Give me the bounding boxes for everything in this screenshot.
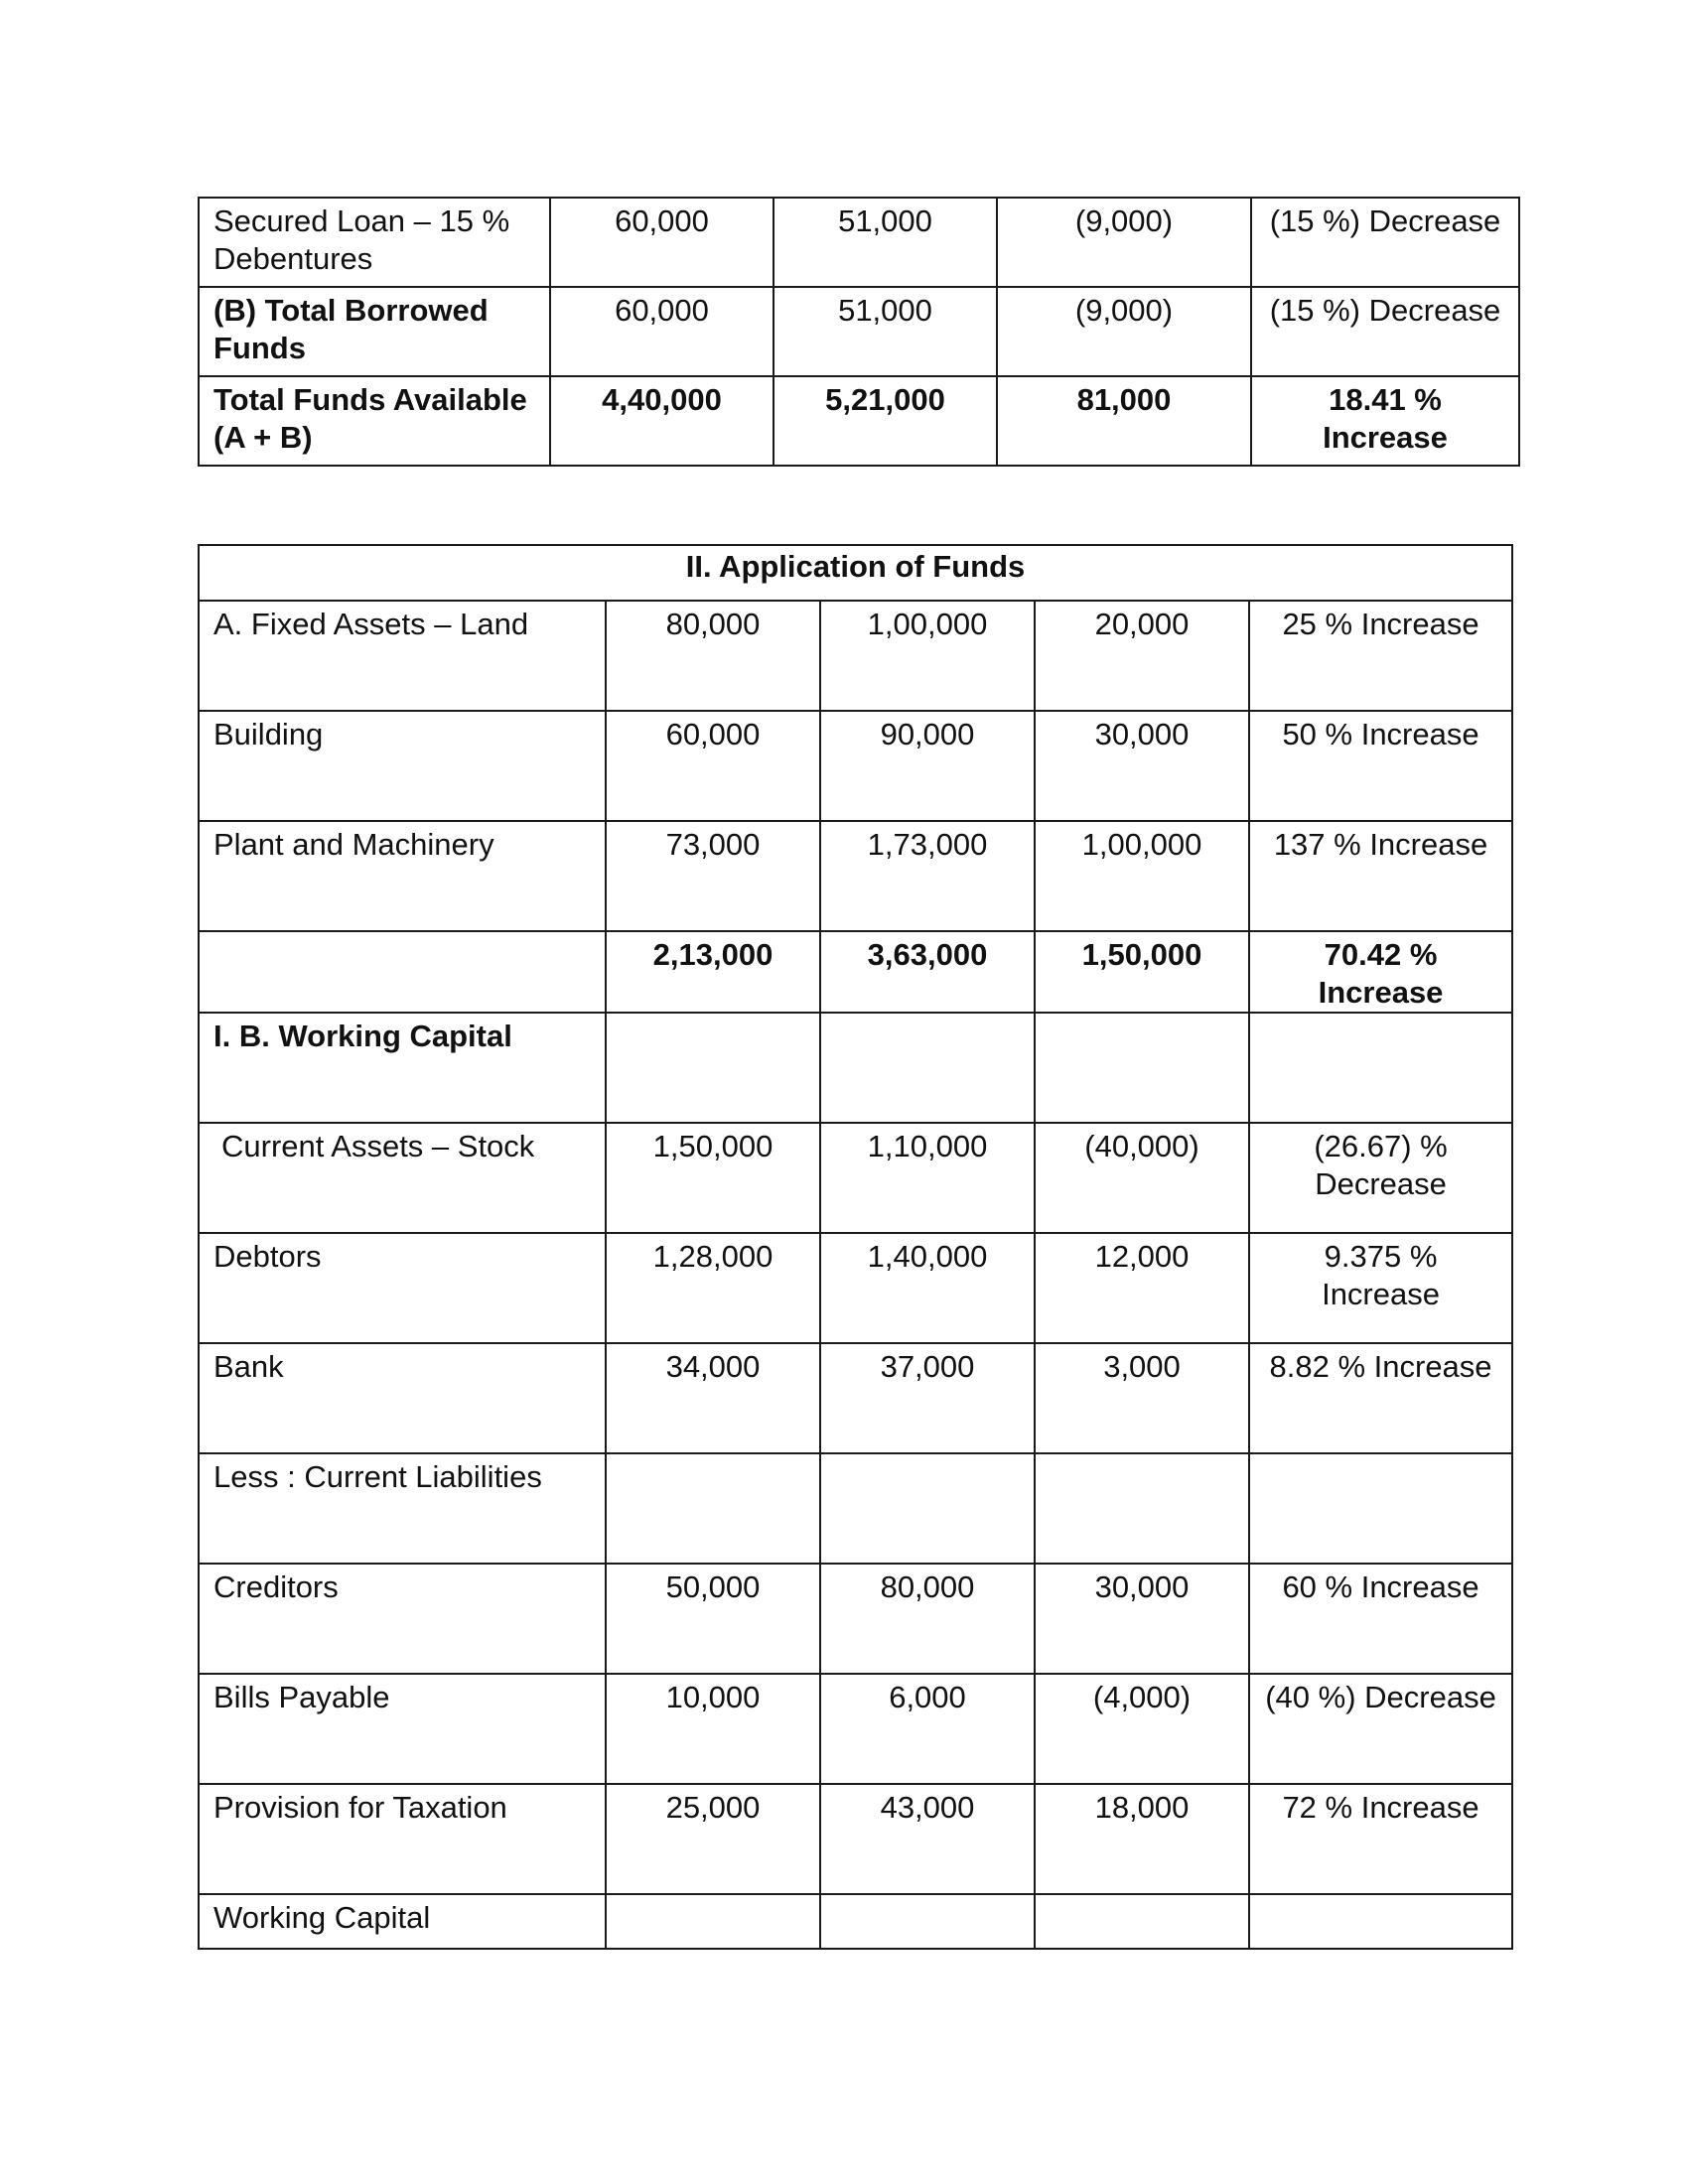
value-col1: 60,000 [606, 711, 820, 821]
percent-change: (15 %) Decrease [1251, 287, 1519, 376]
value-col2: 1,00,000 [820, 601, 1035, 711]
percent-change: 9.375 % Increase [1249, 1233, 1512, 1343]
percent-change: (15 %) Decrease [1251, 198, 1519, 287]
change-value: (40,000) [1035, 1123, 1249, 1233]
change-value: 30,000 [1035, 1564, 1249, 1674]
row-label: Building [199, 711, 606, 821]
percent-change: 70.42 % Increase [1249, 931, 1512, 1013]
change-value [1035, 1453, 1249, 1564]
value-col2: 51,000 [774, 287, 997, 376]
table-title-row [199, 545, 1512, 601]
section-label: Less : Current Liabilities [199, 1453, 606, 1564]
change-value: 81,000 [997, 376, 1251, 466]
change-value: 20,000 [1035, 601, 1249, 711]
table-row [199, 1784, 1512, 1894]
percent-change: (40 %) Decrease [1249, 1674, 1512, 1784]
change-value [1035, 1013, 1249, 1123]
change-value: 3,000 [1035, 1343, 1249, 1453]
percent-change [1249, 1453, 1512, 1564]
value-col1: 1,50,000 [606, 1123, 820, 1233]
table-row [199, 601, 1512, 711]
value-col2: 37,000 [820, 1343, 1035, 1453]
value-col2: 1,10,000 [820, 1123, 1035, 1233]
section-row [199, 1013, 1512, 1123]
row-label: Total Funds Available (A + B) [199, 376, 550, 466]
change-value: 12,000 [1035, 1233, 1249, 1343]
percent-change [1249, 1894, 1512, 1949]
value-col1 [606, 1013, 820, 1123]
change-value: (9,000) [997, 287, 1251, 376]
table-row [199, 821, 1512, 931]
value-col1: 4,40,000 [550, 376, 774, 466]
value-col1: 60,000 [550, 287, 774, 376]
value-col2: 1,73,000 [820, 821, 1035, 931]
value-col2: 5,21,000 [774, 376, 997, 466]
value-col1: 80,000 [606, 601, 820, 711]
percent-change: 72 % Increase [1249, 1784, 1512, 1894]
borrowed-funds-table [198, 197, 1520, 467]
row-label [199, 931, 606, 1013]
table-row [199, 376, 1519, 466]
value-col2: 51,000 [774, 198, 997, 287]
row-label: Secured Loan – 15 % Debentures [199, 198, 550, 287]
value-col1: 1,28,000 [606, 1233, 820, 1343]
value-col1: 60,000 [550, 198, 774, 287]
value-col1: 73,000 [606, 821, 820, 931]
value-col2: 6,000 [820, 1674, 1035, 1784]
value-col1: 25,000 [606, 1784, 820, 1894]
row-label: Plant and Machinery [199, 821, 606, 931]
change-value: 30,000 [1035, 711, 1249, 821]
percent-change: 8.82 % Increase [1249, 1343, 1512, 1453]
table-title: II. Application of Funds [199, 545, 1512, 601]
value-col2: 1,40,000 [820, 1233, 1035, 1343]
value-col1: 34,000 [606, 1343, 820, 1453]
value-col2 [820, 1013, 1035, 1123]
row-label: Working Capital [199, 1894, 606, 1949]
value-col1 [606, 1453, 820, 1564]
value-col1: 2,13,000 [606, 931, 820, 1013]
row-label: Provision for Taxation [199, 1784, 606, 1894]
percent-change: 18.41 % Increase [1251, 376, 1519, 466]
table-row [199, 1564, 1512, 1674]
change-value: 1,00,000 [1035, 821, 1249, 931]
percent-change: 60 % Increase [1249, 1564, 1512, 1674]
change-value: 1,50,000 [1035, 931, 1249, 1013]
change-value: 18,000 [1035, 1784, 1249, 1894]
value-col1: 50,000 [606, 1564, 820, 1674]
value-col1 [606, 1894, 820, 1949]
change-value: (4,000) [1035, 1674, 1249, 1784]
percent-change [1249, 1013, 1512, 1123]
subtotal-row [199, 931, 1512, 1013]
row-label: Current Assets – Stock [199, 1123, 606, 1233]
value-col2: 90,000 [820, 711, 1035, 821]
application-of-funds-table [198, 544, 1513, 1950]
percent-change: 50 % Increase [1249, 711, 1512, 821]
row-label: (B) Total Borrowed Funds [199, 287, 550, 376]
row-label: Debtors [199, 1233, 606, 1343]
table-row [199, 1343, 1512, 1453]
value-col2: 3,63,000 [820, 931, 1035, 1013]
value-col2: 43,000 [820, 1784, 1035, 1894]
table-row [199, 1894, 1512, 1949]
table-row [199, 287, 1519, 376]
table-row [199, 711, 1512, 821]
table-row [199, 1123, 1512, 1233]
table-row [199, 1674, 1512, 1784]
value-col2 [820, 1894, 1035, 1949]
value-col1: 10,000 [606, 1674, 820, 1784]
row-label: A. Fixed Assets – Land [199, 601, 606, 711]
percent-change: 137 % Increase [1249, 821, 1512, 931]
value-col2: 80,000 [820, 1564, 1035, 1674]
percent-change: 25 % Increase [1249, 601, 1512, 711]
value-col2 [820, 1453, 1035, 1564]
table-row [199, 198, 1519, 287]
percent-change: (26.67) % Decrease [1249, 1123, 1512, 1233]
row-label: Creditors [199, 1564, 606, 1674]
section-row [199, 1453, 1512, 1564]
row-label: Bills Payable [199, 1674, 606, 1784]
change-value: (9,000) [997, 198, 1251, 287]
change-value [1035, 1894, 1249, 1949]
table-row [199, 1233, 1512, 1343]
section-label: I. B. Working Capital [199, 1013, 606, 1123]
row-label: Bank [199, 1343, 606, 1453]
